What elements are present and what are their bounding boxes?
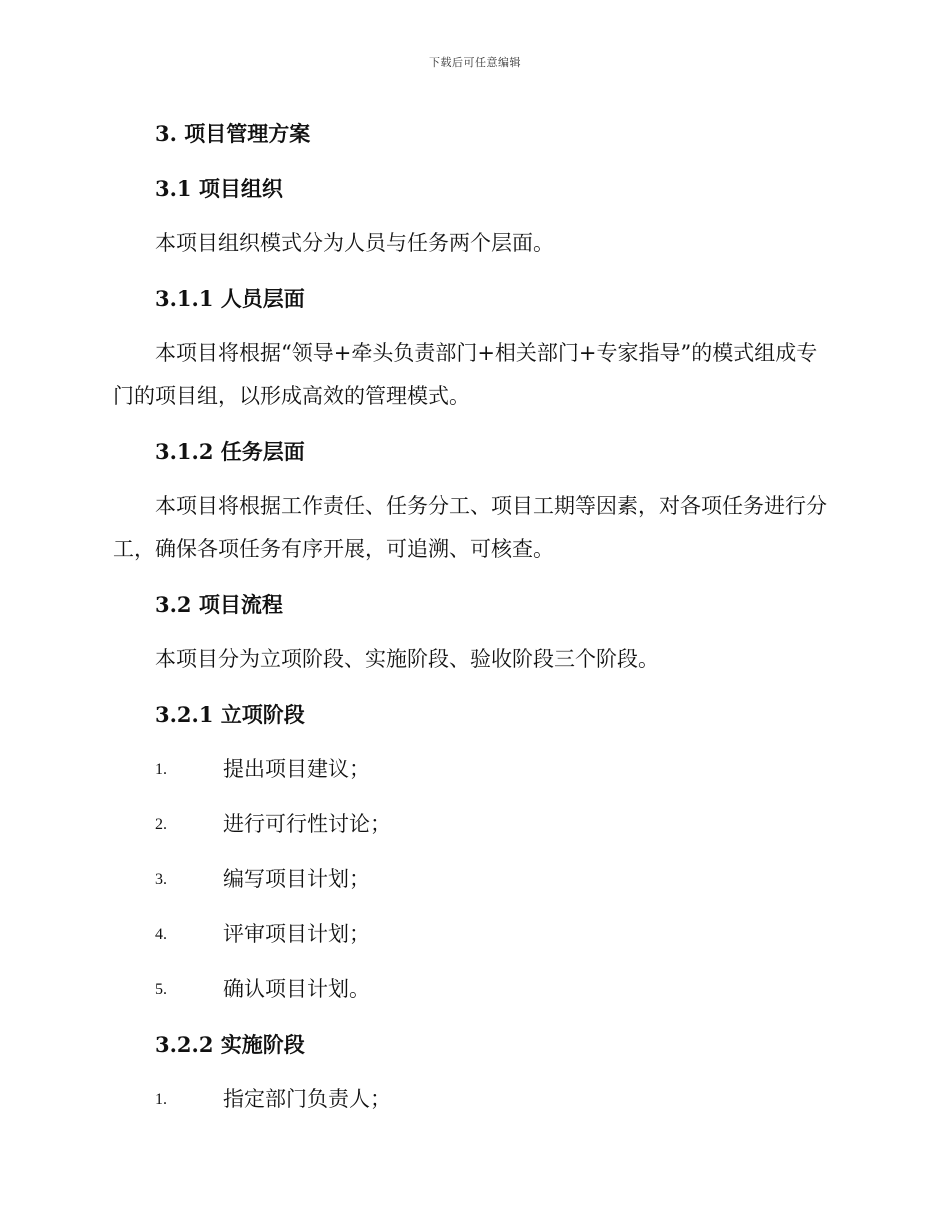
list-number: 5. <box>155 981 167 998</box>
list-text: 指定部门负责人； <box>223 1087 391 1111</box>
list-text: 确认项目计划。 <box>223 977 370 1001</box>
list-item <box>113 1072 833 1127</box>
paragraph-3-1-2: 本项目将根据工作责任、任务分工、项目工期等因素，对各项任务进行分工，确保各项任务有序开展，可追溯、可核查。 <box>113 494 827 561</box>
section-heading-3-1-1: 3.1.1 人员层面 <box>155 286 305 311</box>
list-number: 1. <box>155 1091 167 1108</box>
page-header: 下载后可任意编辑 <box>429 56 521 69</box>
list-text: 评审项目计划； <box>223 922 370 946</box>
list-item <box>113 907 833 962</box>
list-item <box>113 742 833 797</box>
list-text: 编写项目计划； <box>223 867 370 891</box>
section-heading-3-2-1: 3.2.1 立项阶段 <box>155 702 305 727</box>
section-heading-3-1-2: 3.1.2 任务层面 <box>155 439 305 464</box>
list-item <box>113 962 833 1017</box>
section-heading-3: 3. 项目管理方案 <box>155 121 311 146</box>
list-number: 2. <box>155 816 167 833</box>
list-number: 4. <box>155 926 167 943</box>
section-heading-3-1: 3.1 项目组织 <box>155 176 283 201</box>
list-item <box>113 797 833 852</box>
paragraph-3-1-1: 本项目将根据“领导+牵头负责部门+相关部门+专家指导”的模式组成专门的项目组，以形成高效的管理模式。 <box>113 341 818 408</box>
paragraph-3-2: 本项目分为立项阶段、实施阶段、验收阶段三个阶段。 <box>155 647 659 671</box>
section-heading-3-2: 3.2 项目流程 <box>155 592 283 617</box>
document-body <box>113 106 833 1127</box>
paragraph-3-1: 本项目组织模式分为人员与任务两个层面。 <box>155 231 554 255</box>
list-number: 1. <box>155 761 167 778</box>
list-text: 进行可行性讨论； <box>223 812 391 836</box>
section-heading-3-2-2: 3.2.2 实施阶段 <box>155 1032 305 1057</box>
list-number: 3. <box>155 871 167 888</box>
list-item <box>113 852 833 907</box>
list-text: 提出项目建议； <box>223 757 370 781</box>
